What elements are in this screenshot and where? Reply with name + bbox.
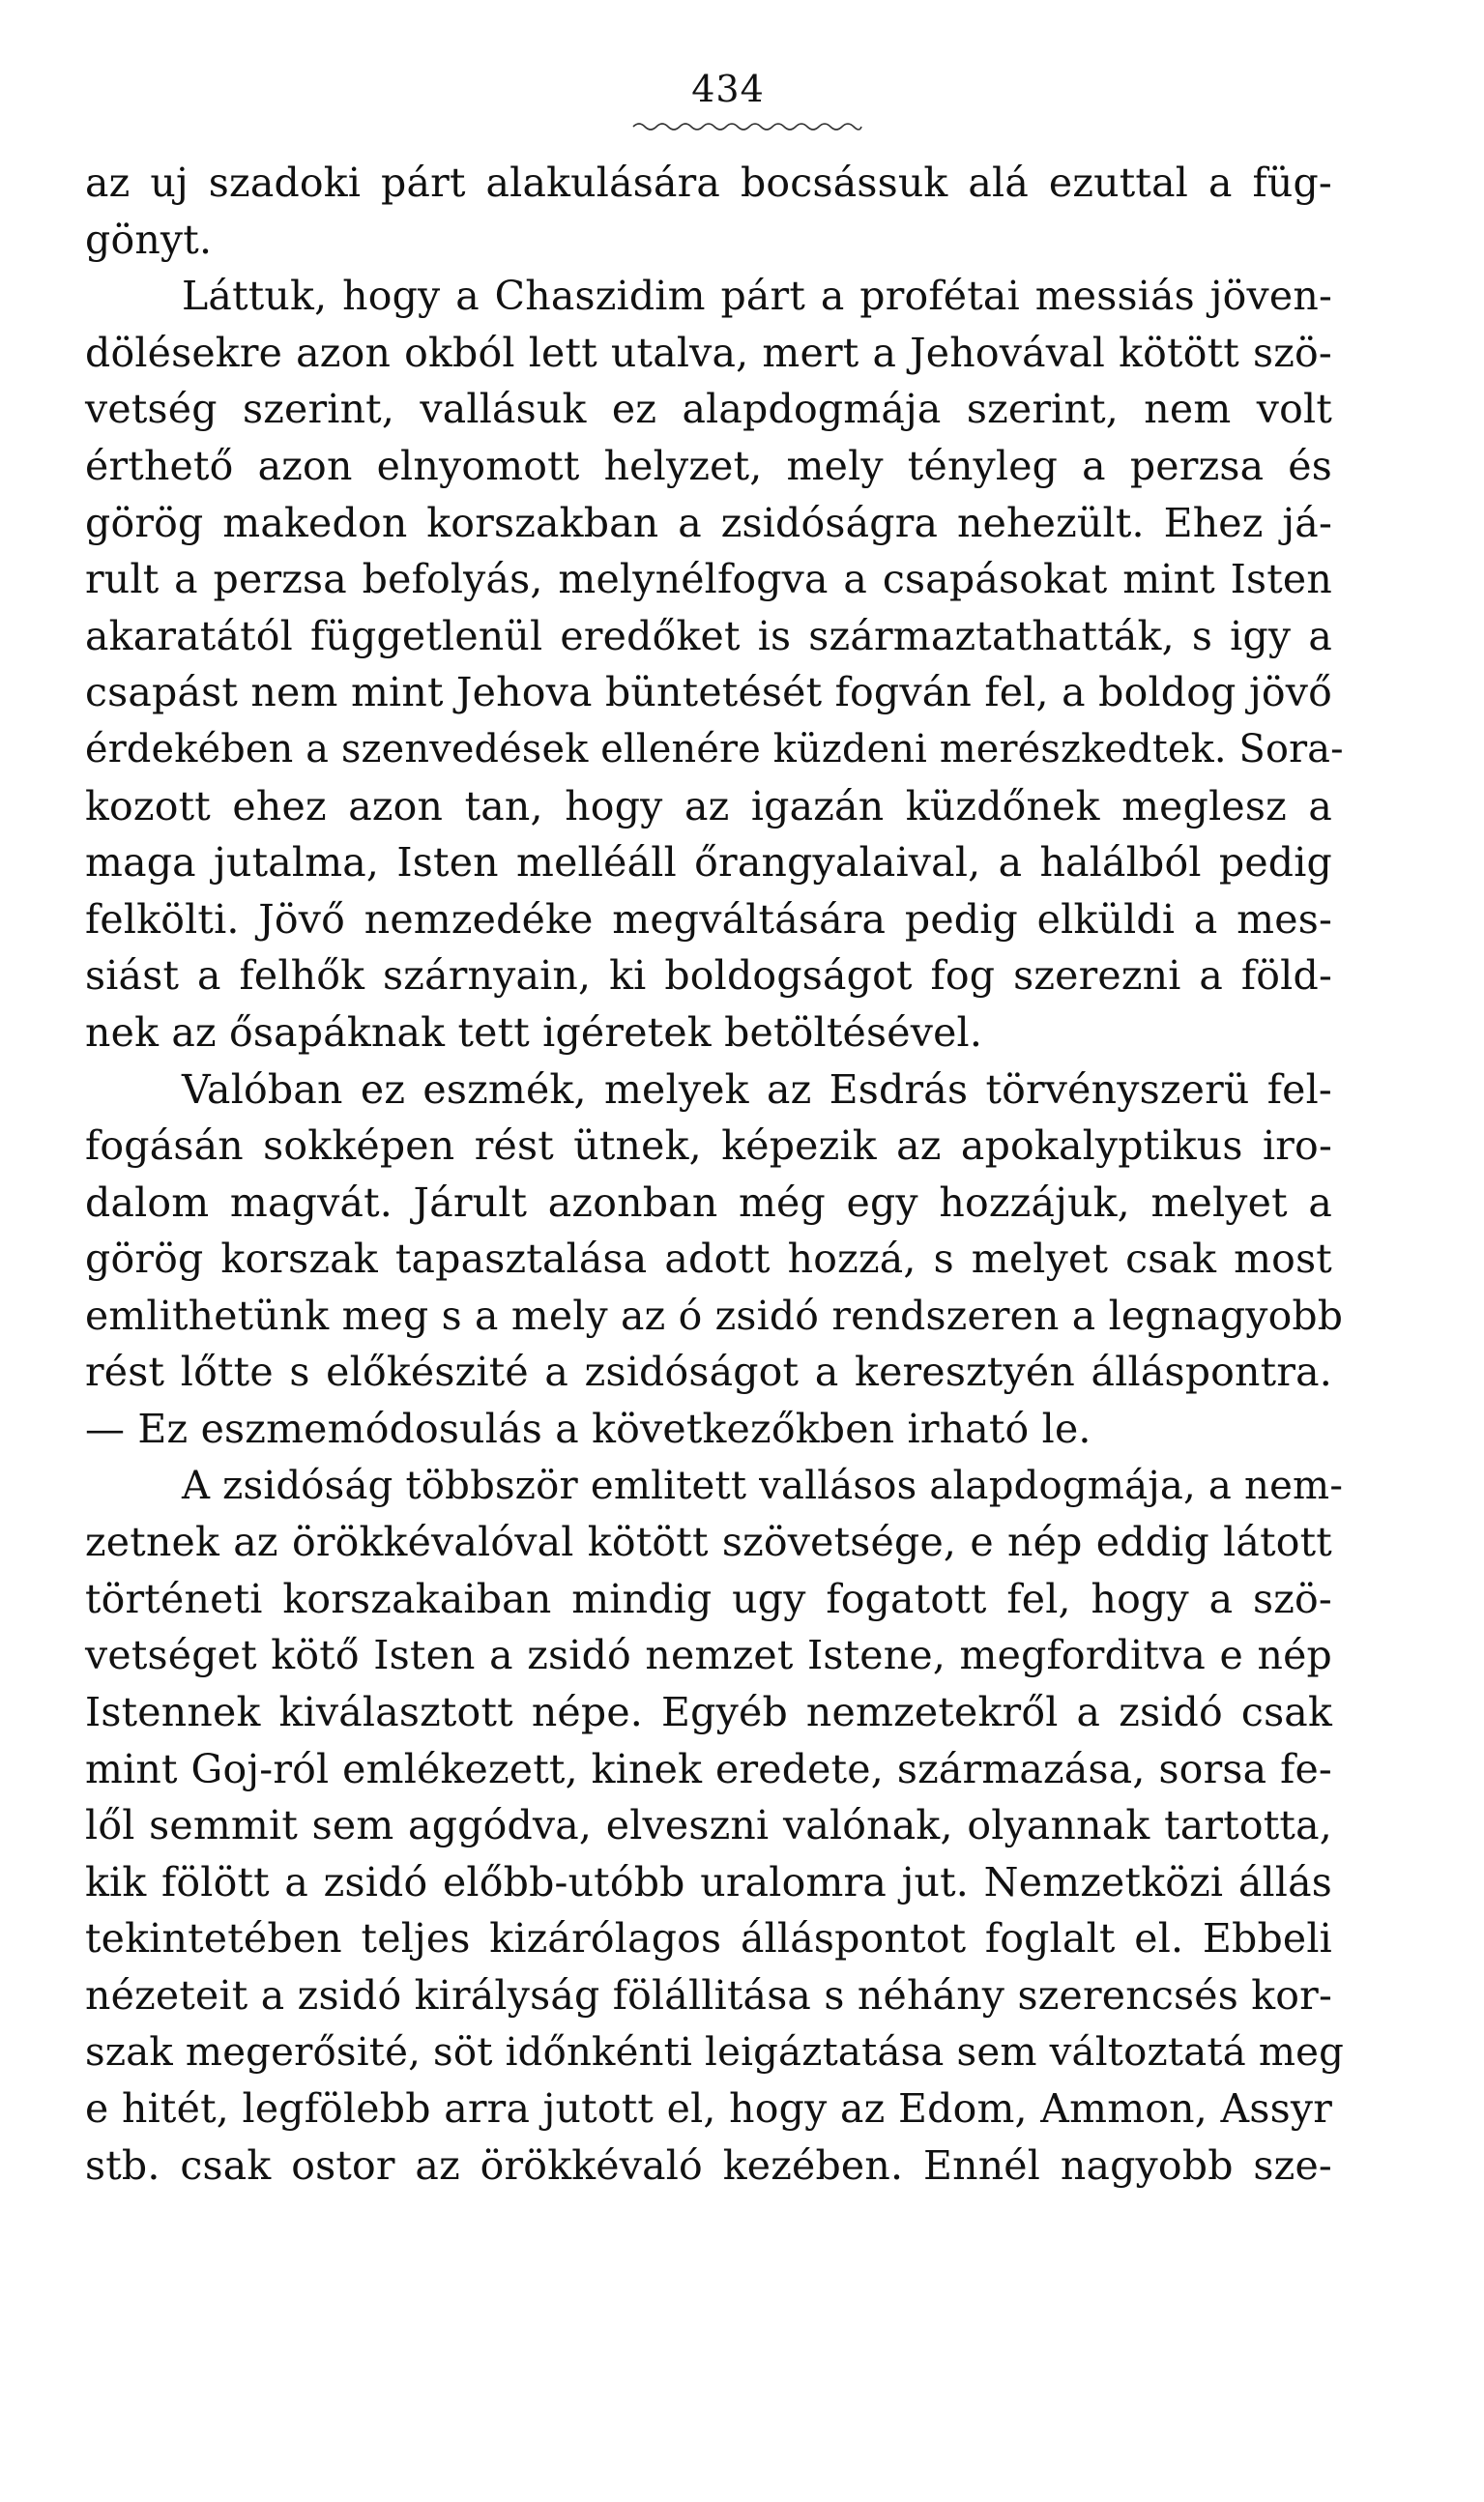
text-line: érdekében a szenvedések ellenére küzdeni merészkedtek. Sora- <box>85 726 1344 771</box>
page-number: 434 <box>691 68 765 110</box>
text-line: e hitét, legfölebb arra jutott el, hogy az Edom, Ammon, Assyr <box>85 2085 1332 2133</box>
text-line: siást a felhők szárnyain, ki boldogságot fog szerezni a föld- <box>85 952 1332 1000</box>
text-line: csapást nem mint Jehova büntetését fogván fel, a boldog jövő <box>85 669 1332 716</box>
text-line: — Ez eszmemódosulás a következőkben irható le. <box>85 1406 1091 1453</box>
text-line: nézeteit a zsidó királyság fölállitása s néhány szerencsés kor- <box>85 1972 1332 2019</box>
text-line: zetnek az örökkévalóval kötött szövetsége, e nép eddig látott <box>85 1519 1332 1566</box>
text-line: szak megerősité, söt időnkénti leigáztatása sem változtatá meg <box>85 2029 1345 2075</box>
body-text <box>85 155 1345 2194</box>
text-line: vetséget kötő Isten a zsidó nemzet Istene, megforditva e nép <box>85 1632 1332 1679</box>
text-line: dölésekre azon okból lett utalva, mert a Jehovával kötött szö- <box>85 329 1332 376</box>
text-line: felkölti. Jövő nemzedéke megváltására pedig elküldi a mes- <box>85 895 1332 943</box>
text-line: dalom magvát. Járult azonban még egy hozzájuk, melyet a <box>85 1178 1332 1226</box>
text-line: kik fölött a zsidó előbb-utóbb uralomra jut. Nemzetközi állás <box>85 1858 1332 1906</box>
text-line: gönyt. <box>85 216 213 263</box>
text-line: történeti korszakaiban mindig ugy fogatott fel, hogy a szö- <box>85 1575 1332 1622</box>
text-line: görög makedon korszakban a zsidóságra nehezült. Ehez já- <box>85 499 1332 546</box>
text-line: kozott ehez azon tan, hogy az igazán küzdőnek meglesz a <box>85 782 1332 829</box>
text-line: akaratától függetlenül eredőket is származtathatták, s igy a <box>85 612 1332 659</box>
book-page <box>85 68 1345 2465</box>
text-line: érthető azon elnyomott helyzet, mely tényleg a perzsa és <box>85 442 1332 489</box>
text-line: Istennek kiválasztott népe. Egyéb nemzetekről a zsidó csak <box>85 1689 1332 1736</box>
text-line: maga jutalma, Isten melléáll őrangyalaival, a halálból pedig <box>85 839 1332 887</box>
text-line: az uj szadoki párt alakulására bocsássuk alá ezuttal a füg- <box>85 160 1332 206</box>
text-line: tekintetében teljes kizárólagos álláspontot foglalt el. Ebbeli <box>85 1915 1332 1963</box>
text-line: rést lőtte s előkészité a zsidóságot a keresztyén álláspontra. <box>85 1349 1332 1396</box>
text-line: Láttuk, hogy a Chaszidim párt a profétai messiás jöven- <box>182 273 1332 320</box>
text-line: stb. csak ostor az örökkévaló kezében. Ennél nagyobb sze- <box>85 2141 1332 2189</box>
text-line: mint Goj-ról emlékezett, kinek eredete, származása, sorsa fe- <box>85 1745 1332 1792</box>
text-line: fogásán sokképen rést ütnek, képezik az apokalyptikus iro- <box>85 1122 1332 1170</box>
text-line: rult a perzsa befolyás, melynélfogva a csapásokat mint Isten <box>85 556 1332 603</box>
text-line: vetség szerint, vallásuk ez alapdogmája szerint, nem volt <box>85 386 1332 433</box>
text-line: emlithetünk meg s a mely az ó zsidó rendszeren a legnagyobb <box>85 1292 1344 1339</box>
text-line: lől semmit sem aggódva, elveszni valónak, olyannak tartotta, <box>85 1802 1332 1849</box>
text-line: Valóban ez eszmék, melyek az Esdrás törvényszerü fel- <box>182 1065 1332 1113</box>
text-line: nek az ősapáknak tett igéretek betöltésével. <box>85 1008 983 1056</box>
wavy-rule-ornament <box>631 120 863 133</box>
text-line: görög korszak tapasztalása adott hozzá, s melyet csak most <box>85 1236 1332 1283</box>
text-line: A zsidóság többször emlitett vallásos alapdogmája, a nem- <box>182 1463 1344 1508</box>
